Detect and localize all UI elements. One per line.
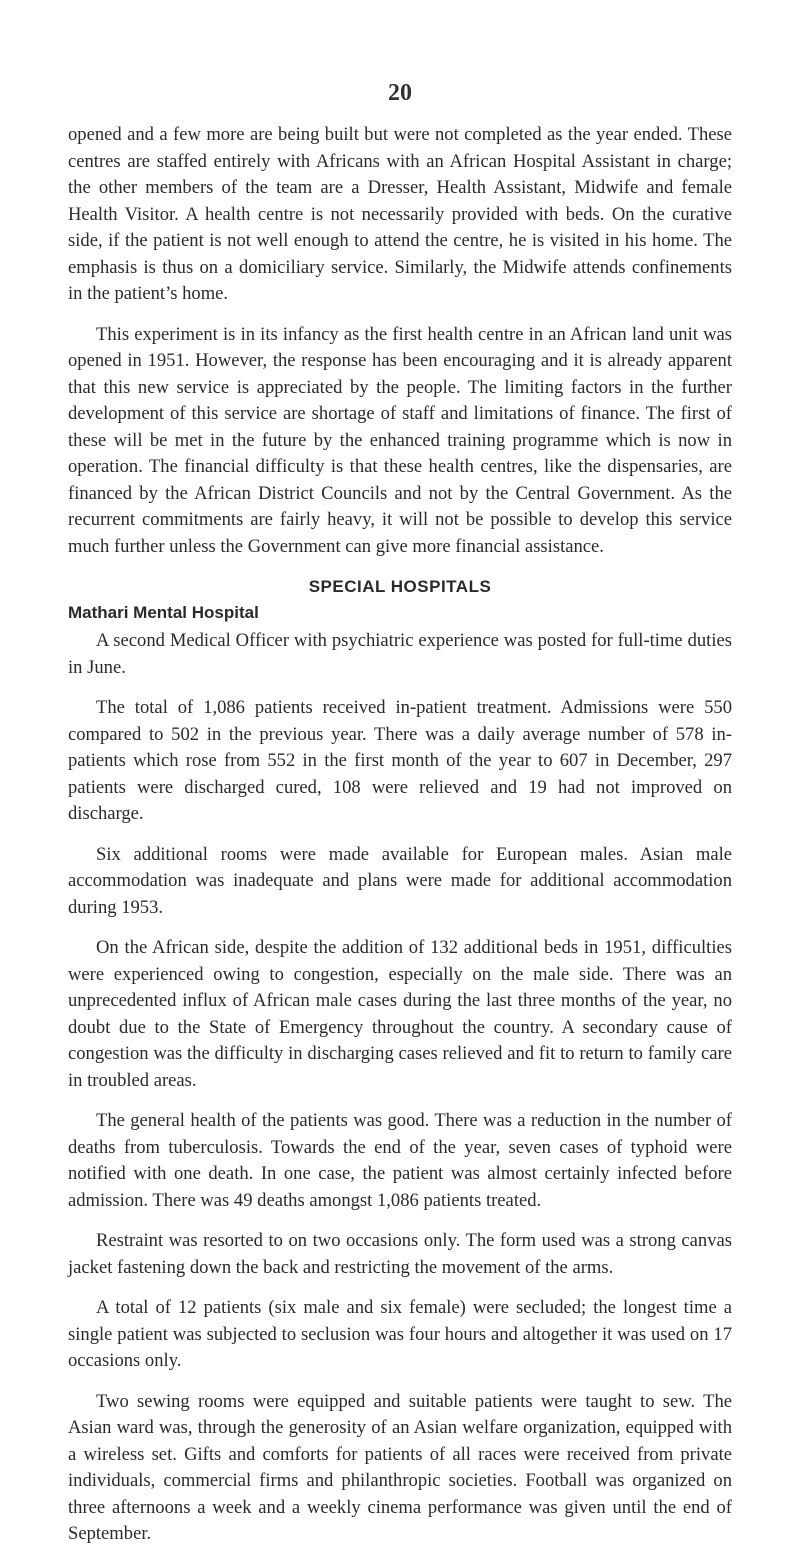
paragraph: Restraint was resorted to on two occasions only. The form used was a strong canvas jacket fastening down the back and restricting the movement of the arms.: [68, 1230, 732, 1278]
paragraph: A second Medical Officer with psychiatric experience was posted for full-time duties in June.: [68, 630, 732, 678]
paragraph: Six additional rooms were made available for European males. Asian male accommodation was inadequate and plans were made for additional accommodation during 1953.: [68, 843, 732, 918]
section-heading: SPECIAL HOSPITALS: [308, 577, 492, 596]
paragraph: On the African side, despite the addition of 132 additional beds in 1951, difficulties were experienced owing to congestion, especially on the male side. There was an unprecedented influx of African male cases during the last three months of the year, no doubt due to the State of Emergency throughout the country. A secondary cause of congestion was the difficulty in discharging cases relieved and fit to return to family care in troubled areas.: [68, 937, 732, 1091]
page-number: 20: [388, 80, 412, 106]
paragraph: Two sewing rooms were equipped and suitable patients were taught to sew. The Asian ward was, through the generosity of an Asian welfare organization, equipped with a wireless set. Gifts and comforts for patients of all races were received from private individuals, commercial firms and philanthropic societies. Football was organized on three afternoons a week and a weekly cinema performance was given until the end of September.: [68, 1390, 732, 1544]
paragraph: A total of 12 patients (six male and six female) were secluded; the longest time a single patient was subjected to seclusion was four hours and altogether it was used on 17 occasions only.: [68, 1297, 732, 1371]
paragraph: The total of 1,086 patients received in-patient treatment. Admissions were 550 compared to 502 in the previous year. There was a daily average number of 578 in-patients which rose from 552 in the first month of the year to 607 in December, 297 patients were discharged cured, 108 were relieved and 19 had not improved on discharge.: [68, 697, 732, 824]
sub-heading: Mathari Mental Hospital: [68, 603, 259, 622]
paragraph: This experiment is in its infancy as the first health centre in an African land unit was opened in 1951. However, the response has been encouraging and it is already apparent that this new service is appreciated by the people. The limiting factors in the further development of this service are shortage of staff and limitations of finance. The first of these will be met in the future by the enhanced training programme which is now in operation. The financial difficulty is that these health centres, like the dispensaries, are financed by the African District Councils and not by the Central Government. As the recurrent commitments are fairly heavy, it will not be possible to develop this service much further unless the Government can give more financial assistance.: [68, 323, 732, 557]
page-body: [68, 122, 732, 1562]
paragraph: The general health of the patients was good. There was a reduction in the number of deaths from tuberculosis. Towards the end of the year, seven cases of typhoid were notified with one death. In one case, the patient was almost certainly infected before admission. There was 49 deaths amongst 1,086 patients treated.: [68, 1110, 732, 1211]
paragraph: opened and a few more are being built but were not completed as the year ended. These centres are staffed entirely with Africans with an African Hospital Assistant in charge; the other members of the team are a Dresser, Health Assistant, Midwife and female Health Visitor. A health centre is not necessarily provided with beds. On the curative side, if the patient is not well enough to attend the centre, he is visited in his home. The emphasis is thus on a domiciliary service. Similarly, the Midwife attends confinements in the patient’s home.: [68, 124, 732, 304]
